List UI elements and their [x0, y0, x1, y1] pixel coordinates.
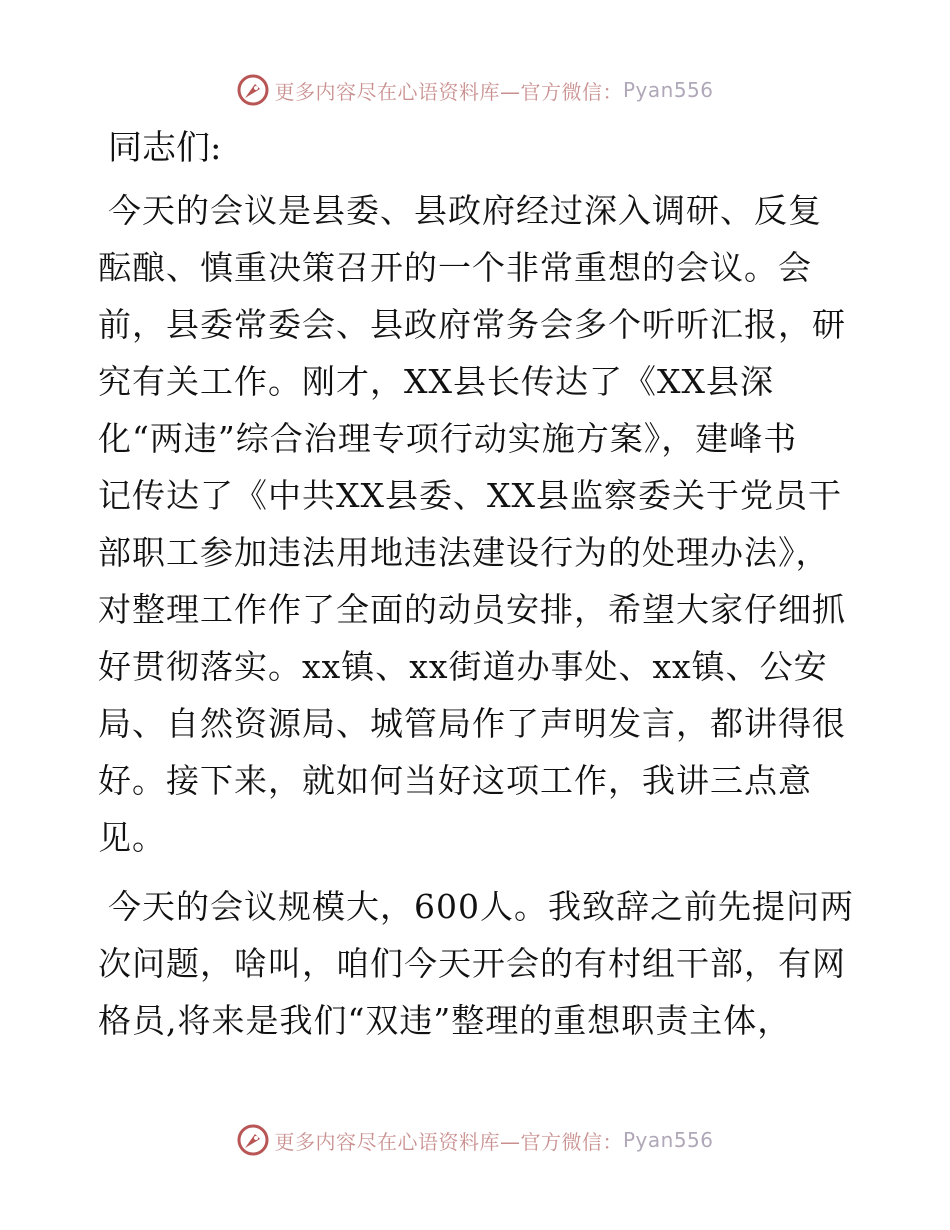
text-line: 今天的会议规模大，600人。我致辞之前先提问两 [108, 887, 854, 926]
watermark-text: 更多内容尽在心语资料库—官方微信： [274, 79, 623, 104]
greeting: 同志们: [108, 128, 222, 168]
document-body [98, 122, 858, 1061]
watermark-text: 更多内容尽在心语资料库—官方微信： [274, 1129, 623, 1154]
header-watermark [0, 70, 950, 110]
text-line: 见。 [98, 818, 166, 857]
text-line: 好。接下来，就如何当好这项工作，我讲三点意 [98, 761, 812, 800]
pen-nib-logo-icon [236, 1123, 270, 1157]
pen-nib-logo-icon [236, 73, 270, 107]
text-line: 局、自然资源局、城管局作了声明发言，都讲得很 [98, 704, 846, 743]
text-line: 究有关工作。刚才，XX县长传达了《XX县深 [98, 362, 774, 401]
watermark-wechat-id: Pyan556 [622, 1128, 714, 1152]
text-line: 好贯彻落实。xx镇、xx街道办事处、xx镇、公安 [98, 647, 828, 686]
text-line: 前，县委常委会、县政府常务会多个听听汇报，研 [98, 305, 846, 344]
text-line: 次问题，啥叫，咱们今天开会的有村组干部，有网 [98, 944, 846, 983]
text-line: 记传达了《中共XX县委、XX县监察委关于党员干 [98, 476, 842, 515]
watermark-wechat-id: Pyan556 [622, 78, 714, 102]
footer-watermark [0, 1120, 950, 1160]
text-line: 对整理工作作了全面的动员安排，希望大家仔细抓 [98, 590, 846, 629]
text-line: 酝酿、慎重决策召开的一个非常重想的会议。会 [98, 248, 812, 287]
text-line: 化“两违”综合治理专项行动实施方案》，建峰书 [98, 419, 798, 458]
text-line: 今天的会议是县委、县政府经过深入调研、反复 [108, 191, 822, 230]
paragraph-1 [98, 182, 858, 866]
text-line: 部职工参加违法用地违法建设行为的处理办法》， [98, 533, 830, 572]
paragraph-2 [98, 878, 858, 1049]
text-line: 格员,将来是我们“双违”整理的重想职责主体， [98, 1001, 792, 1040]
